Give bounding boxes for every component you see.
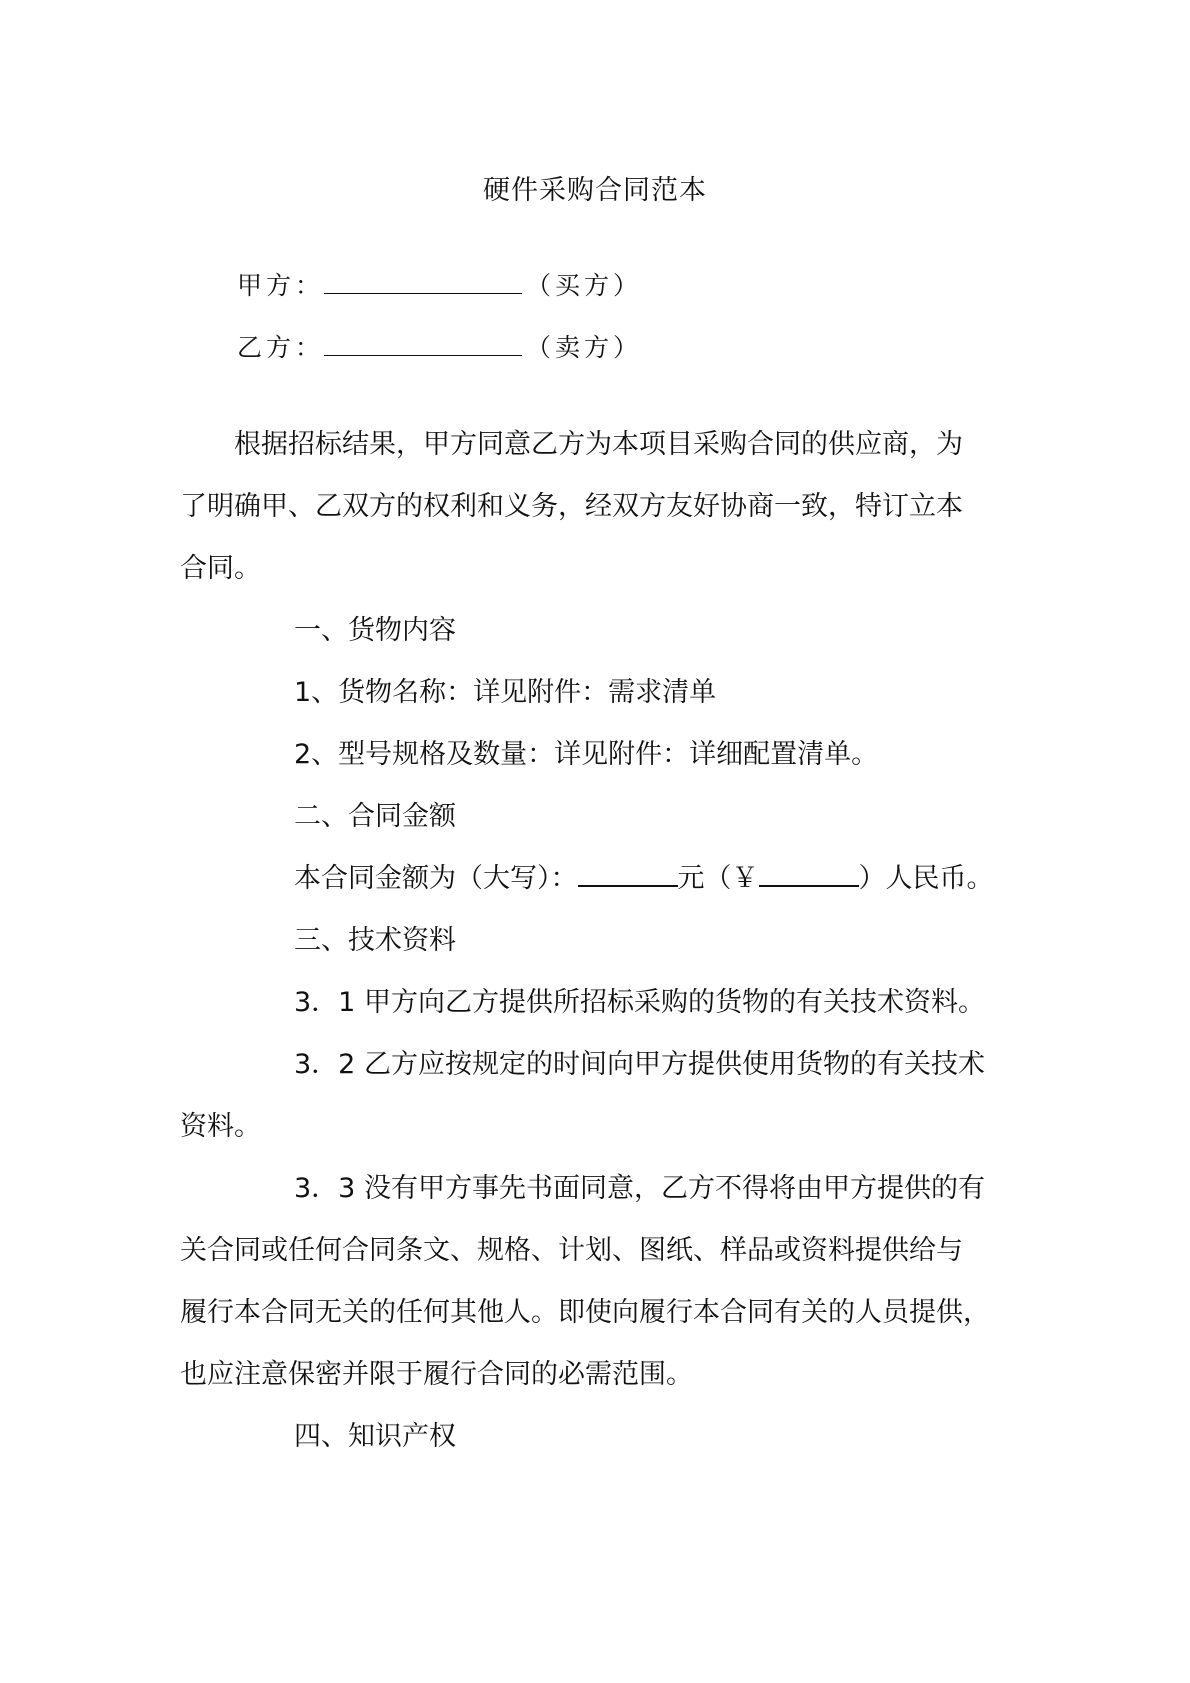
amount-line xyxy=(180,848,1020,910)
clause-item: 3．3 没有甲方事先书面同意，乙方不得将由甲方提供的有 xyxy=(294,1173,985,1204)
clause-item: 3．1 甲方向乙方提供所招标采购的货物的有关技术资料。 xyxy=(294,987,985,1018)
section-heading: 二、合同金额 xyxy=(294,801,456,832)
party-a-role: （买方） xyxy=(526,271,643,300)
amount-suffix: ）人民币。 xyxy=(858,863,994,894)
clause-item-continued: 也应注意保密并限于履行合同的必需范围。 xyxy=(180,1359,693,1390)
party-b-label: 乙方： xyxy=(237,333,325,362)
clause-item: 3．2 乙方应按规定的时间向甲方提供使用货物的有关技术 xyxy=(294,1049,985,1080)
amount-prefix: 本合同金额为（大写）： xyxy=(294,863,578,894)
party-a-line xyxy=(237,266,642,302)
clause-item: 2、型号规格及数量：详见附件：详细配置清单。 xyxy=(294,739,879,770)
party-a-blank xyxy=(324,271,522,294)
clause-item-continued: 资料。 xyxy=(180,1111,261,1142)
party-b-blank xyxy=(324,333,522,356)
intro-line: 根据招标结果，甲方同意乙方为本项目采购合同的供应商，为 xyxy=(234,429,963,460)
section-heading: 一、货物内容 xyxy=(294,615,456,646)
amount-mid: 元（￥ xyxy=(677,863,759,894)
clause-item-continued: 关合同或任何合同条文、规格、计划、图纸、样品或资料提供给与 xyxy=(180,1235,963,1266)
intro-line: 了明确甲、乙双方的权利和义务，经双方友好协商一致，特订立本 xyxy=(180,491,963,522)
document-title: 硬件采购合同范本 xyxy=(483,175,707,206)
party-a-label: 甲方： xyxy=(237,271,325,300)
section-heading: 三、技术资料 xyxy=(294,925,456,956)
amount-figure-blank xyxy=(759,861,859,887)
contract-body xyxy=(180,414,1020,1468)
party-b-line xyxy=(237,328,642,364)
amount-words-blank xyxy=(578,861,678,887)
party-b-role: （卖方） xyxy=(526,333,643,362)
intro-line: 合同。 xyxy=(180,553,261,584)
section-heading: 四、知识产权 xyxy=(294,1421,456,1452)
clause-item: 1、货物名称：详见附件：需求清单 xyxy=(294,677,717,708)
clause-item-continued: 履行本合同无关的任何其他人。即使向履行本合同有关的人员提供， xyxy=(180,1297,990,1328)
